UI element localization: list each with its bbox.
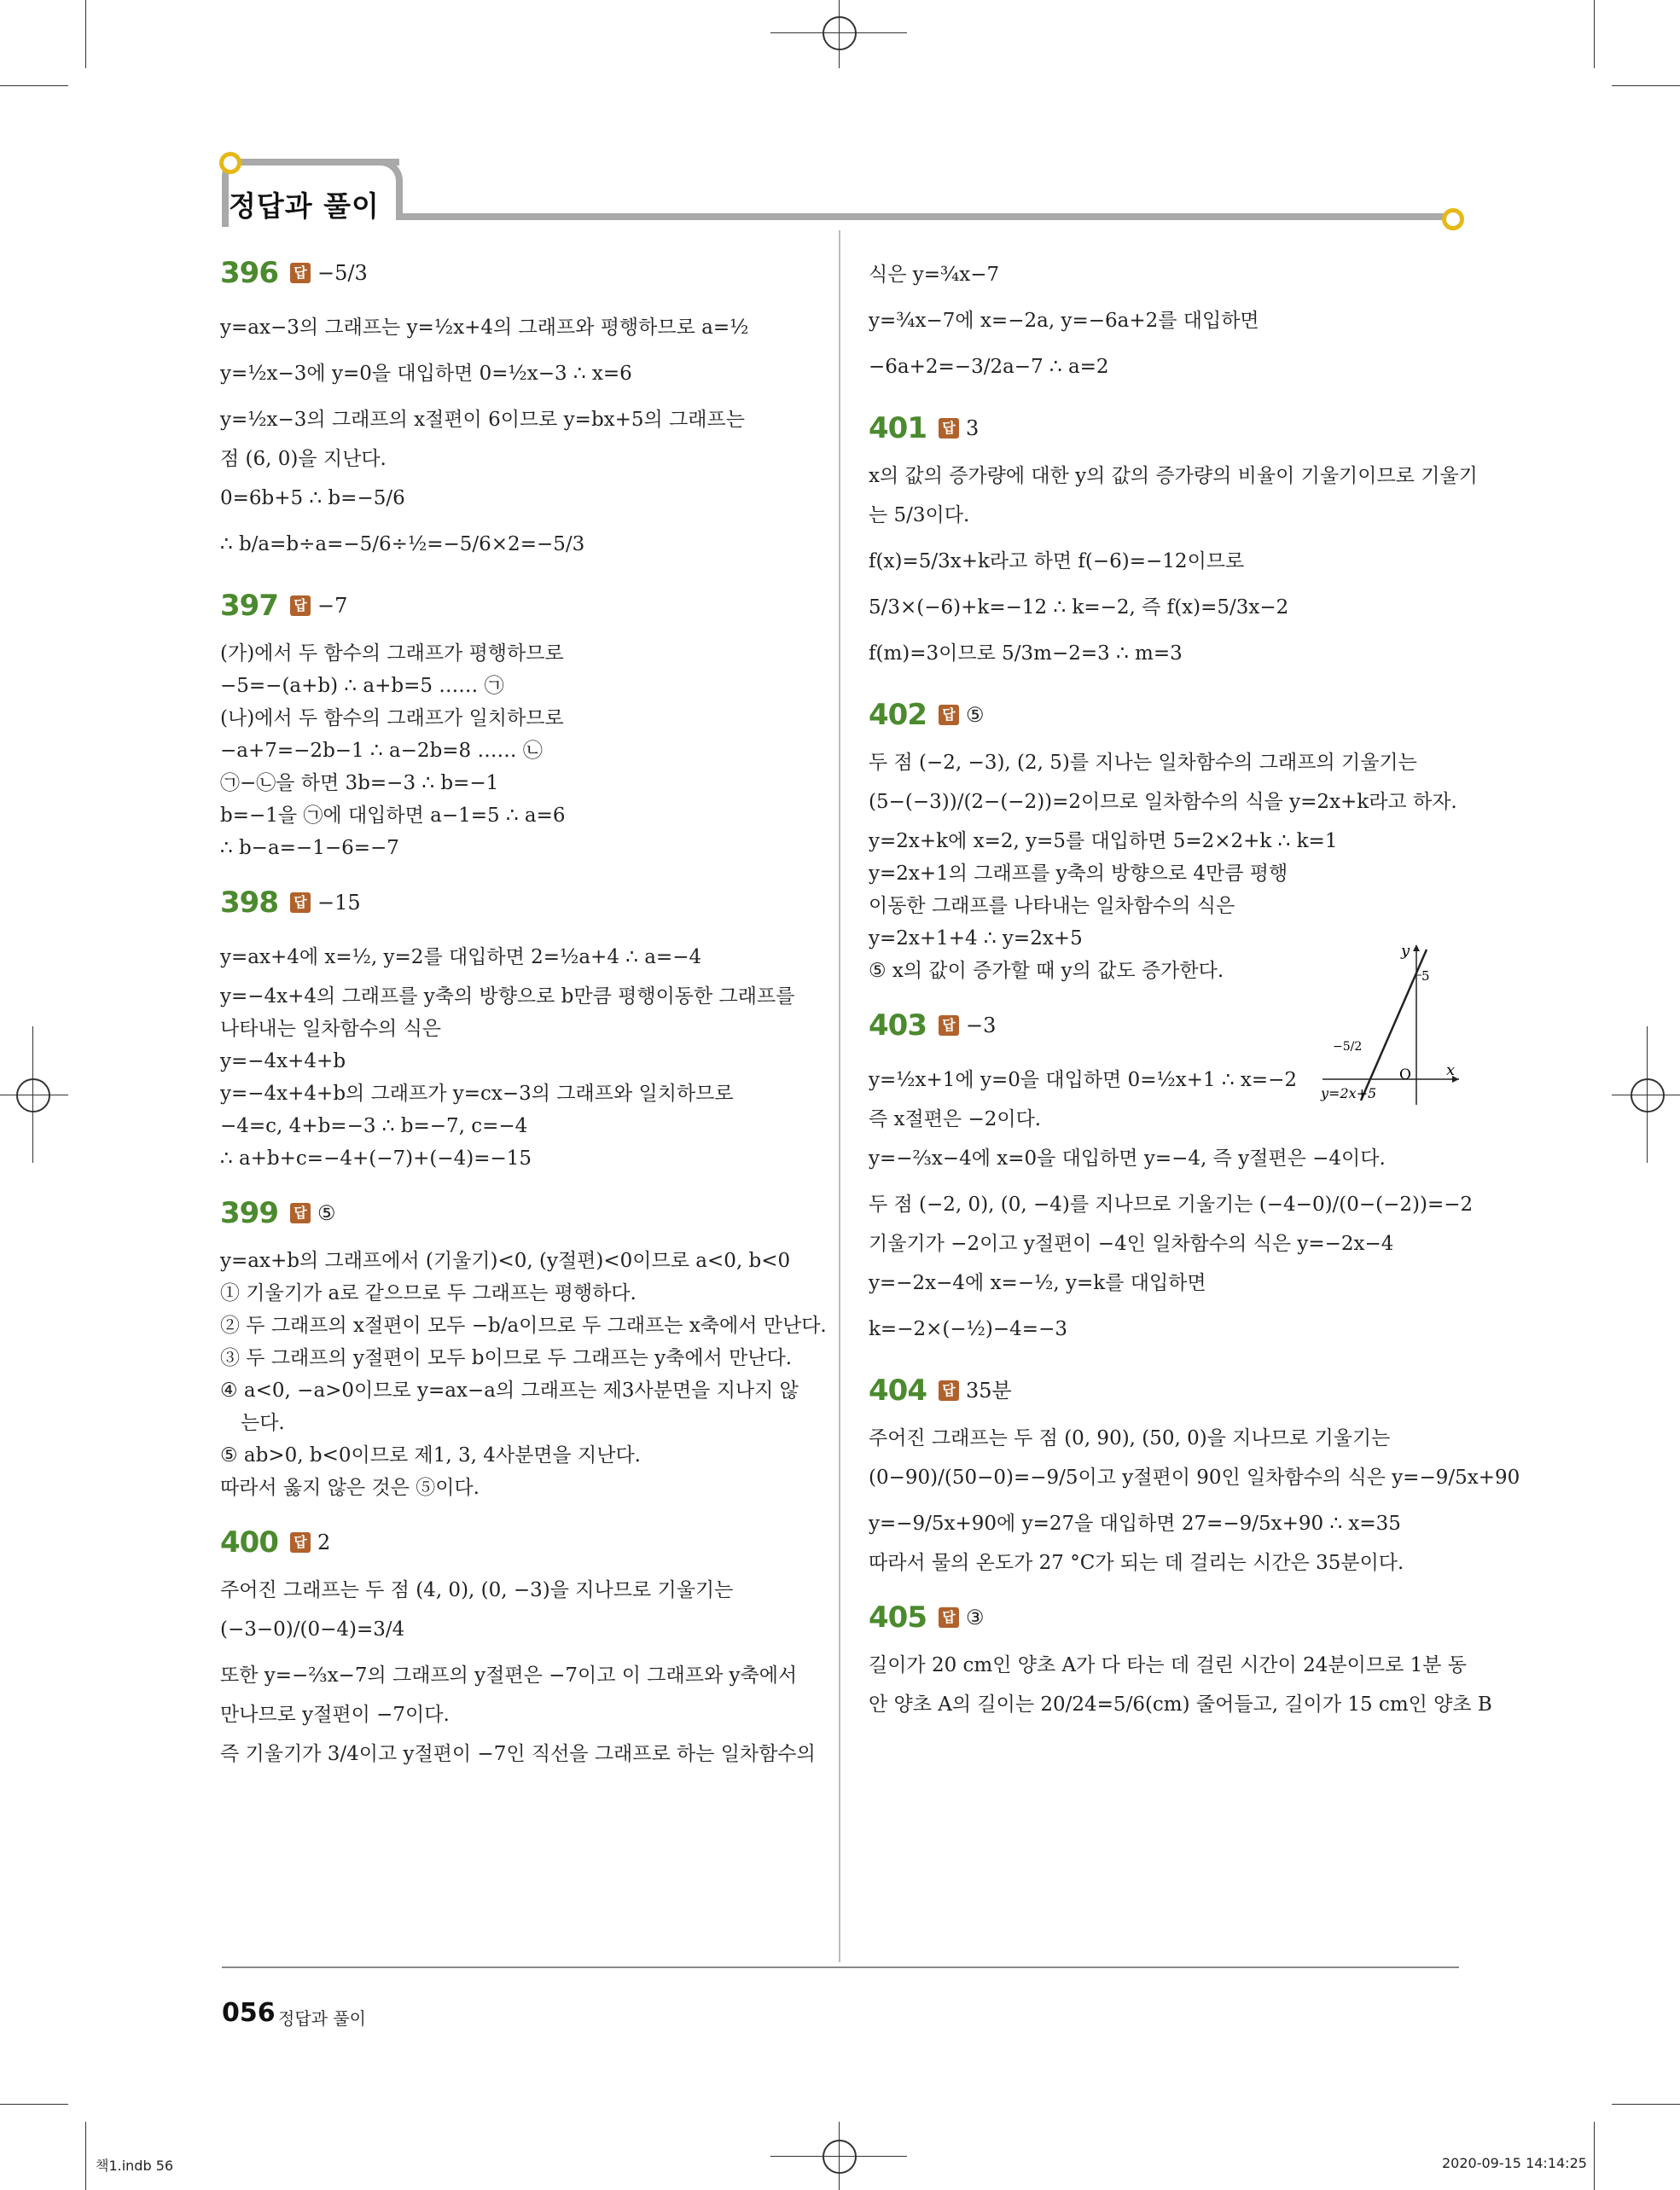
crop-mark-tr-v — [1594, 0, 1595, 68]
solution-line: y=½x+1에 y=0을 대입하면 0=½x+1 ∴ x=−2 — [869, 1069, 1298, 1091]
answer-value: ⑤ — [317, 1201, 336, 1225]
origin-label: O — [1399, 1066, 1411, 1083]
answer-value: 3 — [965, 416, 980, 440]
page-number: 056 — [222, 1998, 276, 2028]
answer-value: 2 — [317, 1531, 331, 1554]
problem-header — [220, 584, 817, 627]
answer-value: −3 — [965, 1014, 997, 1037]
solution-line: 는 5/3이다. — [869, 504, 970, 526]
solution-line: y=¾x−7에 x=−2a, y=−6a+2를 대입하면 — [869, 310, 1259, 332]
solution-line: 0=6b+5 ∴ b=−5/6 — [220, 487, 405, 509]
solution-line: 즉 x절편은 −2이다. — [869, 1108, 1042, 1130]
graph-402 — [1314, 943, 1459, 1105]
solution-line: 주어진 그래프는 두 점 (0, 90), (50, 0)을 지나므로 기울기는 — [869, 1427, 1391, 1449]
solution-line: ㉠−㉡을 하면 3b=−3 ∴ b=−1 — [220, 772, 499, 794]
problem-header — [869, 407, 1457, 450]
problem-number: 401 — [869, 411, 927, 445]
solution-line: ∴ a+b+c=−4+(−7)+(−4)=−15 — [220, 1147, 532, 1170]
header-dot-left — [219, 152, 241, 174]
solution-line: y=−4x+4+b — [220, 1050, 346, 1072]
line-label: y=2x+5 — [1321, 1085, 1377, 1101]
solution-line: 5/3×(−6)+k=−12 ∴ k=−2, 즉 f(x)=5/3x−2 — [869, 596, 1289, 619]
solution-line: 길이가 20 cm인 양초 A가 다 타는 데 걸린 시간이 24분이므로 1분 동 — [869, 1654, 1467, 1676]
solution-line: y=−2x−4에 x=−½, y=k를 대입하면 — [869, 1272, 1206, 1294]
problem-header — [220, 881, 817, 924]
solution-line: ③ 두 그래프의 y절편이 모두 b이므로 두 그래프는 y축에서 만난다. — [220, 1347, 793, 1369]
solution-line: 는다. — [241, 1412, 285, 1434]
crop-mark-tr-h — [1612, 85, 1680, 86]
answer-icon: 답 — [939, 1380, 959, 1401]
solution-line: y=2x+1+4 ∴ y=2x+5 — [869, 927, 1083, 950]
solution-line: y=−9/5x+90에 y=27을 대입하면 27=−9/5x+90 ∴ x=35 — [869, 1513, 1401, 1535]
answer-value: −5/3 — [317, 261, 368, 285]
answer-icon: 답 — [939, 705, 959, 725]
solution-line: (−3−0)/(0−4)=3/4 — [220, 1618, 405, 1641]
solution-line: 두 점 (−2, −3), (2, 5)를 지나는 일차함수의 그래프의 기울기는 — [869, 752, 1417, 774]
answer-icon: 답 — [290, 892, 311, 913]
solution-line: y=ax+b의 그래프에서 (기울기)<0, (y절편)<0이므로 a<0, b<0 — [220, 1250, 791, 1272]
solution-line: 식은 y=¾x−7 — [869, 264, 1000, 286]
solution-line: 이동한 그래프를 나타내는 일차함수의 식은 — [869, 895, 1235, 917]
solution-line: −6a+2=−3/2a−7 ∴ a=2 — [869, 356, 1109, 378]
answer-value: ⑤ — [965, 703, 985, 727]
header-bar — [396, 213, 1450, 220]
solution-line: (0−90)/(50−0)=−9/5이고 y절편이 90인 일차함수의 식은 y=−9/5x+90 — [869, 1467, 1520, 1489]
answer-value: −7 — [317, 594, 348, 618]
solution-line: y=−4x+4+b의 그래프가 y=cx−3의 그래프와 일치하므로 — [220, 1083, 734, 1105]
solution-line: 안 양초 A의 길이는 20/24=5/6(cm) 줄어들고, 길이가 15 cm인 양초 B — [869, 1693, 1492, 1716]
solution-line: b=−1을 ㉠에 대입하면 a−1=5 ∴ a=6 — [220, 805, 566, 827]
problem-header — [220, 1521, 817, 1564]
y-axis-arrow — [1413, 944, 1420, 951]
solution-line: ∴ b−a=−1−6=−7 — [220, 837, 399, 859]
solution-line: ⑤ x의 값이 증가할 때 y의 값도 증가한다. — [869, 960, 1224, 982]
answer-icon: 답 — [939, 418, 959, 439]
solution-line: f(x)=5/3x+k라고 하면 f(−6)=−12이므로 — [869, 550, 1245, 572]
answer-icon: 답 — [290, 263, 311, 283]
solution-line: 즉 기울기가 3/4이고 y절편이 −7인 직선을 그래프로 하는 일차함수의 — [220, 1743, 816, 1765]
solution-line: 또한 y=−⅔x−7의 그래프의 y절편은 −7이고 이 그래프와 y축에서 — [220, 1664, 798, 1687]
solution-line: 따라서 물의 온도가 27 °C가 되는 데 걸리는 시간은 35분이다. — [869, 1552, 1404, 1574]
solution-line: x의 값의 증가량에 대한 y의 값의 증가량의 비율이 기울기이므로 기울기 — [869, 465, 1478, 487]
solution-line: y=−⅔x−4에 x=0을 대입하면 y=−4, 즉 y절편은 −4이다. — [869, 1147, 1386, 1170]
solution-line: 만나므로 y절편이 −7이다. — [220, 1704, 450, 1726]
footer-label: 정답과 풀이 — [278, 2008, 366, 2029]
solution-line: y=ax−3의 그래프는 y=½x+4의 그래프와 평행하므로 a=½ — [220, 317, 749, 339]
solution-line: (나)에서 두 함수의 그래프가 일치하므로 — [220, 707, 564, 729]
problem-number: 402 — [869, 698, 927, 732]
problem-number: 403 — [869, 1008, 927, 1043]
crop-mark-bl-h — [0, 2104, 68, 2105]
crop-mark-br-h — [1612, 2104, 1680, 2105]
solution-line: 기울기가 −2이고 y절편이 −4인 일차함수의 식은 y=−2x−4 — [869, 1233, 1394, 1255]
solution-line: −a+7=−2b−1 ∴ a−2b=8 …… ㉡ — [220, 740, 543, 762]
left-column — [220, 252, 827, 1777]
answer-value: 35분 — [965, 1379, 1012, 1403]
solution-line: ① 기울기가 a로 같으므로 두 그래프는 평행하다. — [220, 1282, 637, 1304]
answer-icon: 답 — [290, 595, 311, 616]
problem-number: 396 — [220, 256, 278, 290]
problem-header — [869, 1596, 1457, 1639]
slug-file: 책1.indb 56 — [96, 2158, 174, 2174]
problem-number: 399 — [220, 1196, 278, 1230]
problem-header — [220, 252, 817, 294]
solution-line: ∴ b/a=b÷a=−5/6÷½=−5/6×2=−5/3 — [220, 533, 585, 555]
answer-value: ③ — [965, 1606, 985, 1629]
solution-line: 주어진 그래프는 두 점 (4, 0), (0, −3)을 지나므로 기울기는 — [220, 1579, 734, 1601]
slug-timestamp: 2020-09-15 14:14:25 — [1442, 2155, 1587, 2171]
solution-line: f(m)=3이므로 5/3m−2=3 ∴ m=3 — [869, 642, 1183, 665]
problem-number: 404 — [869, 1374, 927, 1408]
header-dot-right — [1442, 208, 1464, 230]
problem-header — [869, 1369, 1457, 1412]
x-axis-label: x — [1446, 1061, 1456, 1079]
solution-line: y=2x+k에 x=2, y=5를 대입하면 5=2×2+k ∴ k=1 — [869, 830, 1338, 852]
solution-line: (5−(−3))/(2−(−2))=2이므로 일차함수의 식을 y=2x+k라고 하자. — [869, 791, 1457, 813]
solution-line: −5=−(a+b) ∴ a+b=5 …… ㉠ — [220, 675, 504, 697]
crop-mark-br-v — [1594, 2122, 1595, 2190]
solution-line: y=½x−3에 y=0을 대입하면 0=½x−3 ∴ x=6 — [220, 363, 632, 385]
crop-mark-tl-h — [0, 85, 68, 86]
problem-number: 397 — [220, 589, 278, 623]
answer-icon: 답 — [290, 1532, 311, 1553]
solution-line: y=−4x+4의 그래프를 y축의 방향으로 b만큼 평행이동한 그래프를 — [220, 985, 795, 1008]
y-tick-label: 5 — [1421, 968, 1430, 984]
problem-header — [869, 694, 1457, 736]
problem-header — [220, 1192, 817, 1234]
crop-mark-tl-v — [85, 0, 86, 68]
solution-line: y=½x−3의 그래프의 x절편이 6이므로 y=bx+5의 그래프는 — [220, 409, 745, 431]
solution-line: (가)에서 두 함수의 그래프가 평행하므로 — [220, 642, 564, 665]
answer-icon: 답 — [939, 1015, 959, 1036]
page-title: 정답과 풀이 — [229, 189, 380, 223]
answer-icon: 답 — [290, 1203, 311, 1223]
problem-number: 398 — [220, 886, 278, 920]
solution-line: 따라서 옳지 않은 것은 ⑤이다. — [220, 1477, 480, 1499]
answer-value: −15 — [317, 891, 361, 915]
solution-line: 두 점 (−2, 0), (0, −4)를 지나므로 기울기는 (−4−0)/(0−(−2))=−2 — [869, 1194, 1474, 1216]
footer-rule — [222, 1966, 1459, 1968]
column-divider — [839, 230, 840, 1962]
solution-line: −4=c, 4+b=−3 ∴ b=−7, c=−4 — [220, 1115, 528, 1137]
solution-line: ④ a<0, −a>0이므로 y=ax−a의 그래프는 제3사분면을 지나지 않 — [220, 1380, 799, 1402]
solution-line: ② 두 그래프의 x절편이 모두 −b/a이므로 두 그래프는 x축에서 만난다. — [220, 1315, 827, 1337]
solution-line: 나타내는 일차함수의 식은 — [220, 1018, 442, 1040]
y-axis-label: y — [1401, 943, 1410, 960]
answer-icon: 답 — [939, 1607, 959, 1628]
problem-number: 405 — [869, 1600, 927, 1635]
solution-line: k=−2×(−½)−4=−3 — [869, 1318, 1067, 1340]
solution-line: y=ax+4에 x=½, y=2를 대입하면 2=½a+4 ∴ a=−4 — [220, 946, 702, 968]
x-tick-label: −5/2 — [1333, 1040, 1363, 1054]
crop-mark-bl-v — [85, 2122, 86, 2190]
problem-number: 400 — [220, 1525, 278, 1560]
solution-line: 점 (6, 0)을 지난다. — [220, 448, 387, 470]
solution-line: ⑤ ab>0, b<0이므로 제1, 3, 4사분면을 지난다. — [220, 1444, 641, 1467]
solution-line: y=2x+1의 그래프를 y축의 방향으로 4만큼 평행 — [869, 863, 1288, 885]
